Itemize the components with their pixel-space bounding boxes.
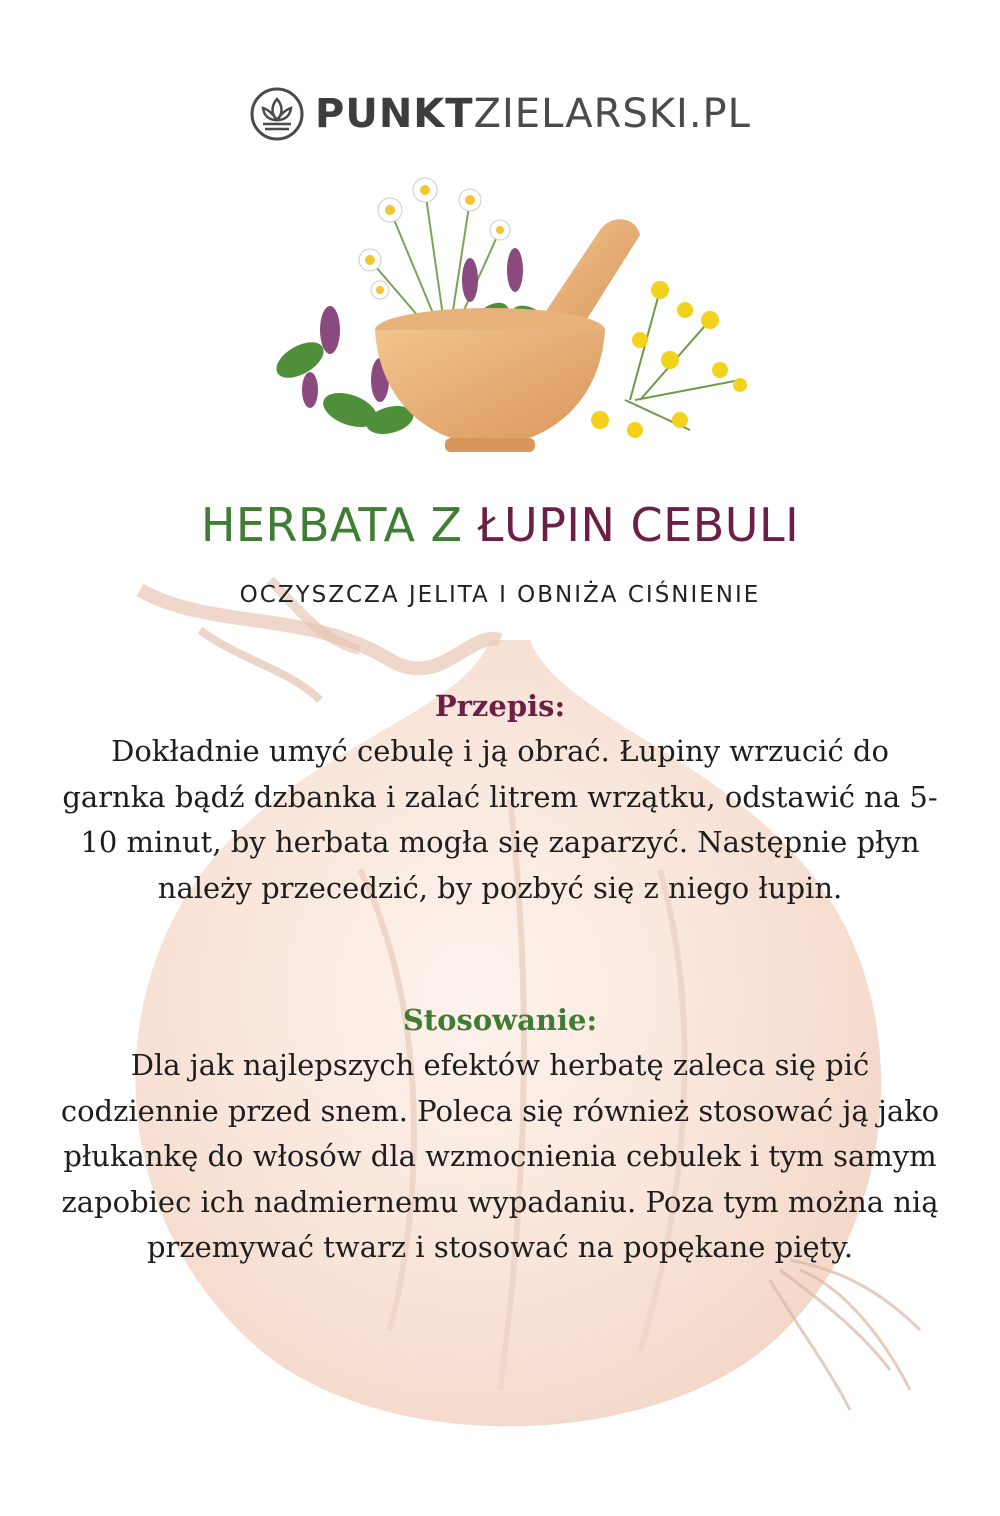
page-subtitle: OCZYSZCZA JELITA I OBNIŻA CIŚNIENIE [239, 582, 761, 608]
usage-section [60, 998, 940, 1271]
title-part-green: HERBATA Z [200, 498, 478, 552]
recipe-body: Dokładnie umyć cebulę i ją obrać. Łupiny wrzucić do garnka bądź dzbanka i zalać litrem wrzątku, odstawić na 5-10 minut, by herbata mogła się zaparzyć. Następnie płyn należy przecedzić, by pozbyć się z niego łupin. [62, 734, 938, 905]
title-part-purple: ŁUPIN CEBULI [477, 498, 800, 552]
lotus-logo-icon [249, 86, 305, 142]
brand-name [315, 91, 751, 137]
mortar-herbs-illustration [240, 170, 780, 460]
recipe-section [60, 684, 940, 911]
brand-logo [0, 86, 1000, 142]
recipe-heading: Przepis: [434, 689, 566, 723]
brand-name-strong: PUNKT [315, 91, 474, 137]
usage-body: Dla jak najlepszych efektów herbatę zaleca się pić codziennie przed snem. Poleca się również stosować ją jako płukankę do włosów dla wzmocnienia cebulek i tym samym zapobiec ich nadmiernemu wypadaniu. Poza tym można nią przemywać twarz i stosować na popękane pięty. [60, 1048, 940, 1264]
usage-heading: Stosowanie: [402, 1003, 598, 1037]
page-title [0, 498, 1000, 552]
brand-name-light: ZIELARSKI.PL [473, 91, 751, 137]
